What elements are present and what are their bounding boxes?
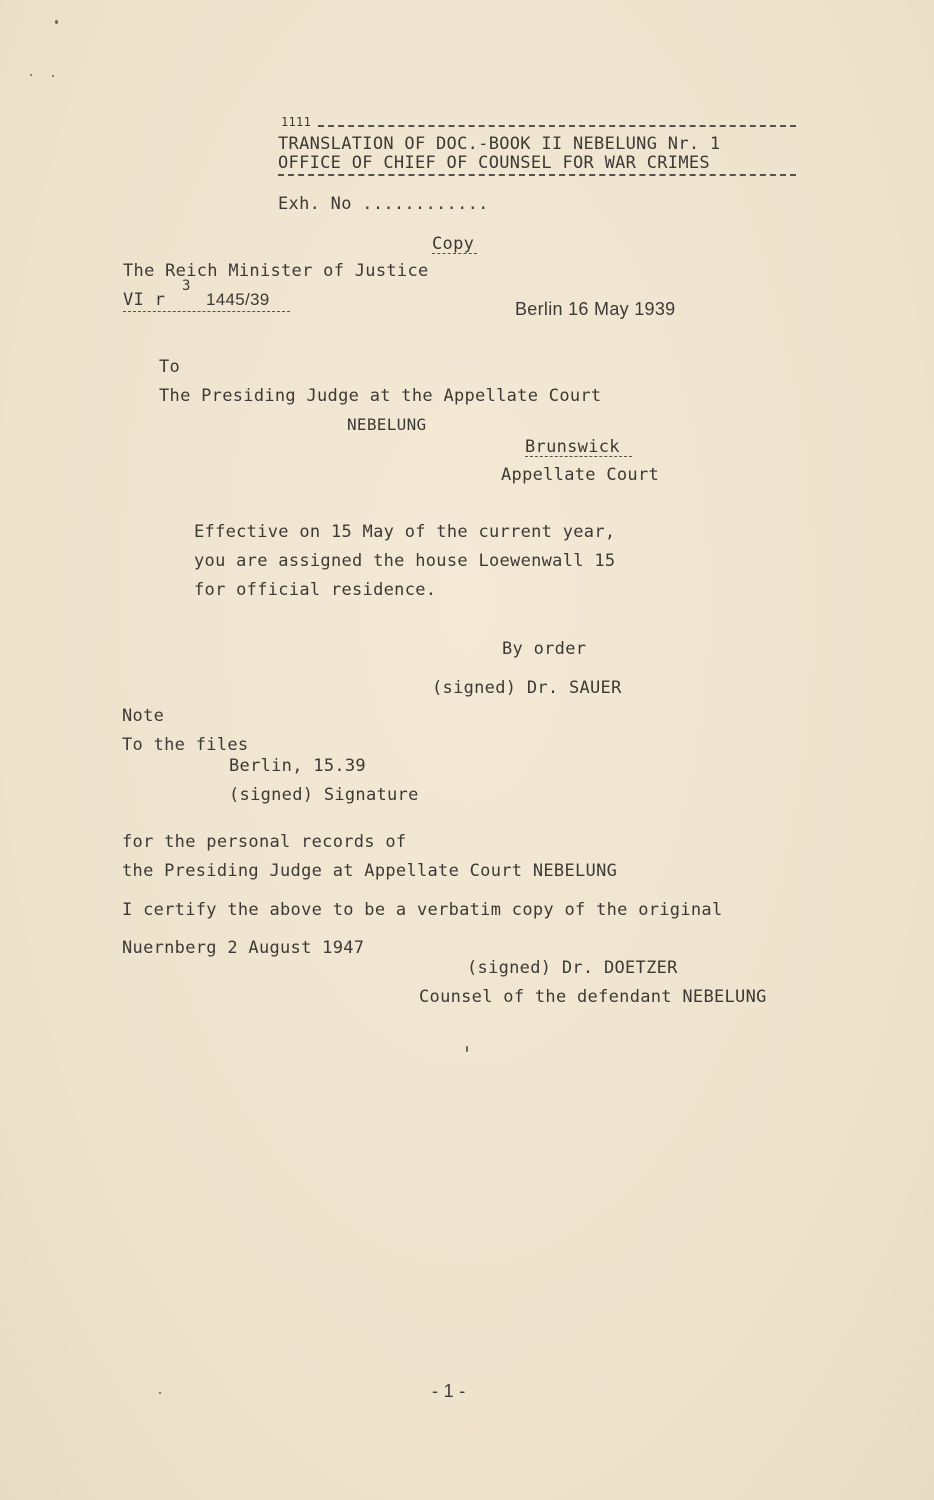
recipient-court: Appellate Court: [501, 465, 660, 485]
speck: [55, 20, 58, 24]
reference-superscript: 3: [182, 278, 191, 294]
signed-sauer: (signed) Dr. SAUER: [432, 678, 622, 698]
header-rule-top: [318, 125, 796, 127]
cert-place-date: Nuernberg 2 August 1947: [122, 938, 365, 958]
speck: [159, 1392, 161, 1394]
header-marks: 1111: [281, 115, 312, 129]
speck: [466, 1046, 468, 1052]
body-line-1: Effective on 15 May of the current year,: [194, 522, 616, 542]
cert-counsel: Counsel of the defendant NEBELUNG: [419, 987, 767, 1007]
certification: I certify the above to be a verbatim copy of the original: [122, 900, 723, 920]
recipient-city: Brunswick: [525, 437, 620, 457]
note-line-3: (signed) Signature: [229, 785, 419, 805]
reference-prefix: VI r: [123, 290, 166, 310]
copy-underline: [432, 253, 477, 254]
sender-title: The Reich Minister of Justice: [123, 261, 429, 281]
speck: [52, 75, 54, 77]
body-line-3: for official residence.: [194, 580, 437, 600]
header-line-2: OFFICE OF CHIEF OF COUNSEL FOR WAR CRIMES: [278, 153, 710, 173]
header-line-1: TRANSLATION OF DOC.-BOOK II NEBELUNG Nr. 1: [278, 134, 721, 154]
speck: [30, 74, 32, 76]
recipient-name: NEBELUNG: [347, 415, 427, 434]
records-line-1: for the personal records of: [122, 832, 407, 852]
city-underline: [525, 456, 632, 457]
note-line-2: Berlin, 15.39: [229, 756, 366, 776]
by-order: By order: [502, 639, 587, 659]
reference-number: 1445/39: [206, 290, 270, 309]
page-number: - 1 -: [432, 1381, 466, 1401]
recipient-line-1: The Presiding Judge at the Appellate Court: [159, 386, 602, 406]
header-rule-bottom: [278, 174, 796, 176]
copy-label: Copy: [432, 234, 475, 254]
cert-signed: (signed) Dr. DOETZER: [467, 958, 678, 978]
body-line-2: you are assigned the house Loewenwall 15: [194, 551, 616, 571]
exhibit-number: Exh. No ............: [278, 194, 489, 214]
note-label: Note: [122, 706, 165, 726]
note-line-1: To the files: [122, 735, 249, 755]
reference-underline: [123, 311, 290, 312]
records-line-2: the Presiding Judge at Appellate Court NEBELUNG: [122, 861, 618, 881]
place-date: Berlin 16 May 1939: [515, 299, 676, 319]
recipient-to: To: [159, 357, 181, 377]
